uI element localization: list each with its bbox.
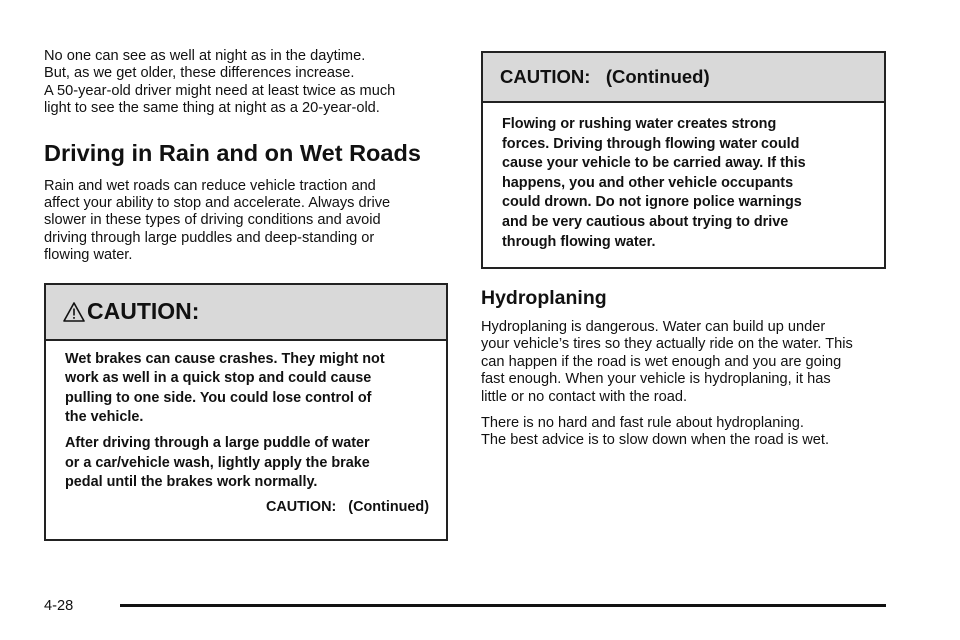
caution-line: pulling to one side. You could lose control of [65,389,372,406]
hydroplaning-line: The best advice is to slow down when the road is wet. [481,432,829,449]
caution-line: the vehicle. [65,409,144,426]
caution-header [46,285,446,341]
caution-line: After driving through a large puddle of water [65,435,370,452]
left-column [44,48,448,541]
caution-line: through flowing water. [502,233,656,250]
caution-line: could drown. Do not ignore police warnings [502,194,802,211]
section-line: flowing water. [44,247,133,264]
hydroplaning-heading: Hydroplaning [481,287,607,309]
caution-line: Flowing or rushing water creates strong [502,116,777,132]
caution-paragraph [65,434,429,493]
intro-line: light to see the same thing at night as a 20-year-old. [44,100,380,117]
section-paragraph [44,178,448,265]
footer-rule [120,604,886,607]
caution-line: Wet brakes can cause crashes. They might not [65,350,385,367]
intro-line: A 50-year-old driver might need at least twice as much [44,82,396,99]
hydroplaning-line: There is no hard and fast rule about hydroplaning. [481,415,804,432]
hydroplaning-line: little or no contact with the road. [481,388,688,405]
caution-continued-body [483,103,884,252]
caution-line: happens, you and other vehicle occupants [502,174,794,191]
caution-line: pedal until the brakes work normally. [65,474,318,491]
caution-paragraph [65,350,429,428]
hydroplaning-paragraph [481,319,886,406]
intro-paragraph [44,48,448,118]
hydroplaning-line: Hydroplaning is dangerous. Water can build up under [481,319,826,335]
caution-continued-box [481,51,886,269]
hydroplaning-advice-paragraph [481,415,886,450]
section-heading: Driving in Rain and on Wet Roads [44,139,421,166]
intro-line: But, as we get older, these differences increase. [44,65,355,82]
caution-continued-note: CAUTION: (Continued) [265,498,429,515]
caution-line: or a car/vehicle wash, lightly apply the brake [65,454,370,471]
caution-line: and be very cautious about trying to drive [502,213,789,230]
caution-body [46,341,446,518]
caution-line: work as well in a quick stop and could cause [65,370,372,387]
caution-title: CAUTION: [87,298,200,325]
caution-line: forces. Driving through flowing water could [502,135,800,152]
section-line: slower in these types of driving conditions and avoid [44,212,381,229]
page-number: 4-28 [44,598,74,614]
caution-continued-title: CAUTION: (Continued) [500,66,710,87]
section-line: Rain and wet roads can reduce vehicle traction and [44,177,376,194]
caution-continued-header [483,53,884,103]
caution-line: cause your vehicle to be carried away. If this [502,155,806,172]
hydroplaning-line: can happen if the road is wet enough and you are going [481,353,842,370]
hydroplaning-line: your vehicle’s tires so they actually ride on the water. This [481,336,853,353]
warning-triangle-icon [63,301,85,323]
caution-box [44,283,448,541]
hydroplaning-line: fast enough. When your vehicle is hydroplaning, it has [481,371,831,388]
intro-line: No one can see as well at night as in the daytime. [44,48,366,64]
section-line: driving through large puddles and deep-standing or [44,229,375,246]
right-column [481,51,886,450]
section-line: affect your ability to stop and accelerate. Always drive [44,195,391,212]
